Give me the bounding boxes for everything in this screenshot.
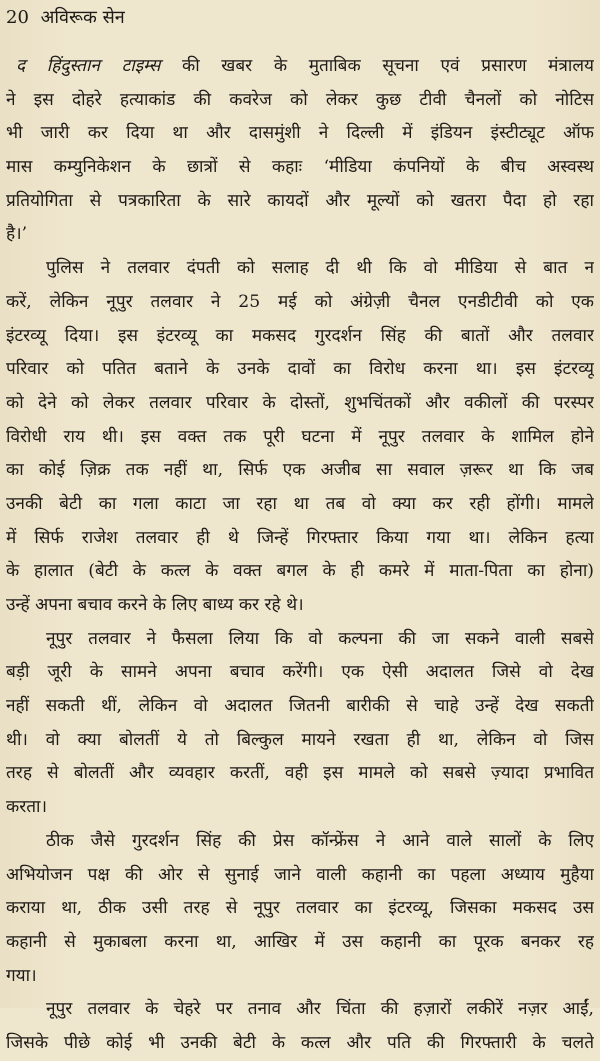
text-line: का कोई ज़िक्र तक नहीं था, सिर्फ एक अजीब सा सवाल ज़रूर था कि जब <box>6 460 594 481</box>
text-line: में सिर्फ राजेश तलवार ही थे जिन्हें गिरफ्तार किया गया था। लेकिन हत्या <box>6 527 594 548</box>
text-line: नूपुर तलवार ने फैसला लिया कि वो कल्पना की जा सकने वाली सबसे <box>46 628 594 649</box>
text-line-rest: की खबर के मुताबिक सूचना एवं प्रसारण मंत्रालय <box>160 56 594 76</box>
running-header <box>6 6 125 30</box>
page-number: 20 <box>6 7 29 28</box>
text-line: प्रतियोगिता से पत्रकारिता के सारे कायदों और मूल्यों को खतरा पैदा हो रहा <box>6 190 594 211</box>
text-line <box>6 50 594 84</box>
text-line: करता। <box>6 797 47 818</box>
text-line: थी। वो क्या बोलतीं ये तो बिल्कुल मायने रखता ही था, लेकिन वो जिस <box>6 729 594 750</box>
text-line: भी जारी कर दिया था और दासमुंशी ने दिल्ली में इंडियन इंस्टीट्यूट ऑफ <box>6 123 594 144</box>
text-line: उनकी बेटी का गला काटा जा रहा था तब वो क्या कर रही होंगी। मामले <box>6 493 594 514</box>
text-line: इंटरव्यू दिया। इस इंटरव्यू का मकसद गुरदर्शन सिंह की बातों और तलवार <box>6 325 594 346</box>
text-line: अभियोजन पक्ष की ओर से सुनाई जाने वाली कहानी का पहला अध्याय मुहैया <box>6 864 594 885</box>
body-text <box>6 50 594 1061</box>
text-line: बड़ी जूरी के सामने अपना बचाव करेंगी। एक ऐसी अदालत जिसे वो देख <box>6 662 594 683</box>
text-line: परिवार को पतित बताने के उनके दावों का विरोध करना था। इस इंटरव्यू <box>6 359 594 380</box>
text-line: पुलिस ने तलवार दंपती को सलाह दी थी कि वो मीडिया से बात न <box>46 258 594 279</box>
text-line: मास कम्युनिकेशन के छात्रों से कहाः ‘मीडिया कंपनियों के बीच अस्वस्थ <box>6 157 594 178</box>
text-line: है।’ <box>6 224 28 245</box>
book-title: अविरूक सेन <box>40 7 125 28</box>
text-line: उन्हें अपना बचाव करने के लिए बाध्य कर रहे थे। <box>6 595 304 615</box>
text-line: ठीक जैसे गुरदर्शन सिंह की प्रेस कॉन्फ्रेंस ने आने वाले सालों के लिए <box>46 830 594 851</box>
text-line: नहीं सकती थीं, लेकिन वो अदालत जितनी बारीकी से चाहे उन्हें देख सकती <box>6 696 594 717</box>
text-line: तरह से बोलतीं और व्यवहार करतीं, वही इस मामले को सबसे ज़्यादा प्रभावित <box>6 763 594 784</box>
text-line: ने इस दोहरे हत्याकांड की कवरेज को लेकर कुछ टीवी चैनलों को नोटिस <box>6 89 594 110</box>
text-line: को देने को लेकर तलवार परिवार के दोस्तों, शुभचिंतकों और वकीलों की परस्पर <box>6 392 594 413</box>
text-line: करें, लेकिन नूपुर तलवार ने 25 मई को अंग्रेज़ी चैनल एनडीटीवी को एक <box>6 291 594 312</box>
text-line: विरोधी राय थी। इस वक्त तक पूरी घटना में नूपुर तलवार के शामिल होने <box>6 426 594 447</box>
text-line: नूपुर तलवार के चेहरे पर तनाव और चिंता की हज़ारों लकीरें नज़र आईं, <box>46 999 594 1020</box>
text-line: के हालात (बेटी के कत्ल के वक्त बगल के ही कमरे में माता-पिता का होना) <box>6 561 594 582</box>
newspaper-name: द हिंदुस्तान टाइम्स <box>16 56 161 76</box>
text-line: गया। <box>6 965 37 986</box>
text-line: कहानी से मुकाबला करना था, आखिर में उस कहानी का पूरक बनकर रह <box>6 931 594 952</box>
text-line: जिसके पीछे कोई भी उनकी बेटी के कत्ल और पति की गिरफ्तारी के चलते <box>6 1032 594 1053</box>
text-line: कराया था, ठीक उसी तरह से नूपुर तलवार का इंटरव्यू, जिसका मकसद उस <box>6 898 594 919</box>
